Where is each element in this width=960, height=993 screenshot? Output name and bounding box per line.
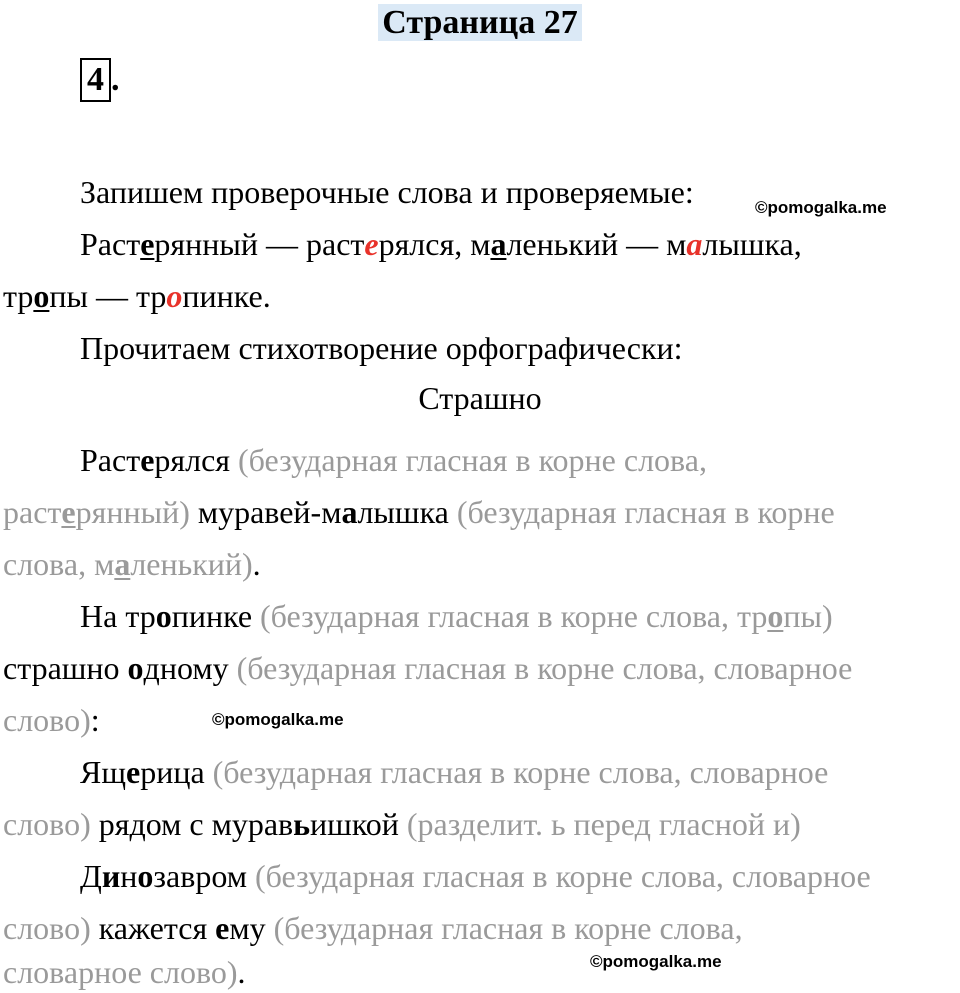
intro-line-1: Запишем проверочные слова и проверяемые: [80,174,694,210]
watermark-2: ©pomogalka.me [212,710,344,729]
intro-line-2: Растерянный — растерялся, маленький — малышка, [80,226,802,262]
poem-line-10: слово) кажется ему (безударная гласная в корне слова, [3,910,743,946]
poem-line-7: Ящерица (безударная гласная в корне слова, словарное [80,754,829,790]
task-number-box: 4 [80,58,111,102]
poem-line-11: словарное слово). [3,954,246,990]
intro-line-4: Прочитаем стихотворение орфографически: [80,330,683,366]
poem-line-3: слова, маленький). [3,546,261,582]
intro-line-3: тропы — тропинке. [3,278,271,314]
poem-line-6: слово): [3,702,100,738]
poem-line-5: страшно одному (безударная гласная в корне слова, словарное [3,650,853,686]
watermark-3: ©pomogalka.me [590,952,722,971]
task-number [80,58,120,102]
poem-line-4: На тропинке (безударная гласная в корне слова, тропы) [80,598,833,634]
poem-title: Страшно [418,380,542,416]
page-title-text: Страница 27 [378,4,581,41]
page-title [0,4,960,42]
task-number-dot: . [111,61,120,98]
watermark-1: ©pomogalka.me [755,198,887,217]
poem-line-8: слово) рядом с муравьишкой (разделит. ь перед гласной и) [3,806,801,842]
poem-line-2: растерянный) муравей-малышка (безударная гласная в корне [3,494,835,530]
poem-line-1: Растерялся (безударная гласная в корне слова, [80,442,707,478]
poem-line-9: Динозавром (безударная гласная в корне слова, словарное [80,858,871,894]
